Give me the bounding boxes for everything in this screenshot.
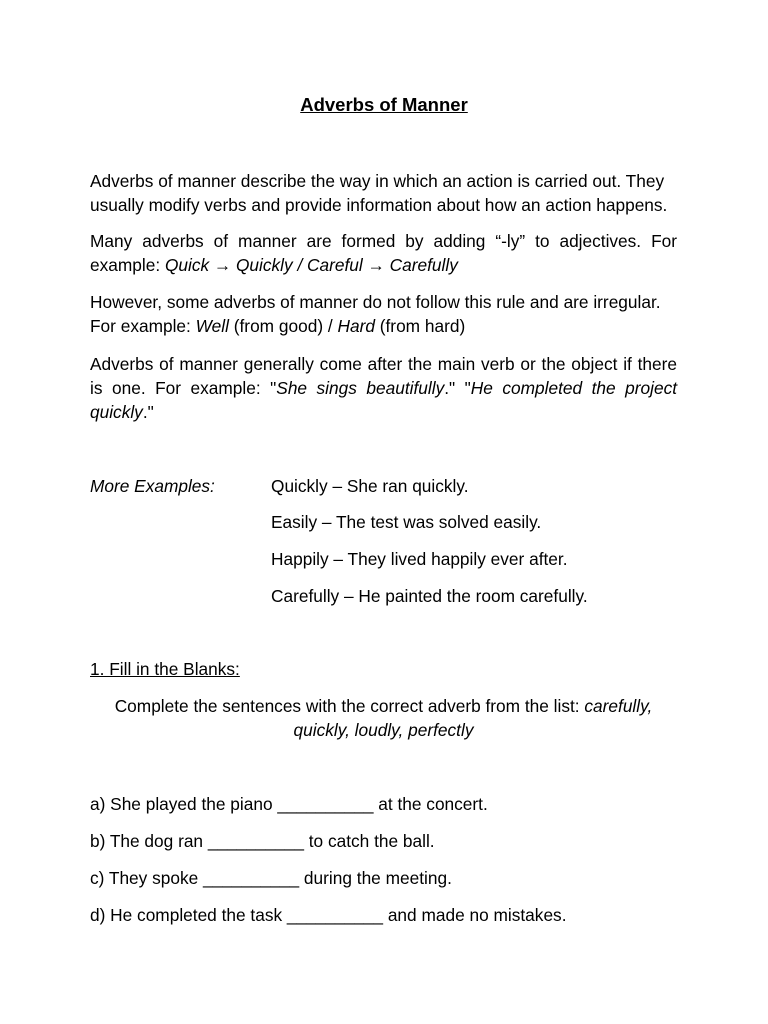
formation-text: Many adverbs of manner are formed by adding “-ly” to adjectives. For example:: [90, 231, 677, 275]
exercise-instruction: [90, 694, 677, 742]
formation-example: Quick → Quickly / Careful → Carefully: [164, 255, 458, 275]
irregular-note-hard: (from hard): [374, 316, 466, 336]
more-examples-label: More Examples:: [90, 476, 215, 496]
irregular-text: However, some adverbs of manner do not follow this rule and are irregular. For example:: [90, 292, 661, 336]
example-item-1: Quickly – She ran quickly.: [271, 476, 469, 496]
exercise-instruction-text: Complete the sentences with the correct adverb from the list:: [114, 696, 585, 716]
position-quote-end: .": [142, 402, 154, 422]
irregular-note-good: (from good) /: [228, 316, 338, 336]
question-c: c) They spoke __________ during the meeting.: [90, 868, 452, 888]
question-d: d) He completed the task __________ and made no mistakes.: [90, 905, 567, 925]
page-title: Adverbs of Manner: [300, 94, 468, 115]
irregular-example-hard: Hard: [337, 316, 375, 336]
position-text: Adverbs of manner generally come after the main verb or the object if there is one. For example: ": [90, 354, 677, 398]
irregular-paragraph: [90, 290, 677, 338]
position-paragraph: [90, 352, 677, 424]
example-item-3: Happily – They lived happily ever after.: [271, 549, 568, 569]
irregular-example-well: Well: [195, 316, 229, 336]
position-quote-mid: ." ": [444, 378, 471, 398]
intro-paragraph: Adverbs of manner describe the way in which an action is carried out. They usually modify verbs and provide information about how an action happens.: [90, 171, 668, 215]
position-example-completed: He completed the project quickly: [90, 378, 678, 422]
exercise-heading: 1. Fill in the Blanks:: [90, 659, 240, 679]
question-b: b) The dog ran __________ to catch the ball.: [90, 831, 435, 851]
example-item-4: Carefully – He painted the room carefully.: [271, 586, 588, 606]
question-a: a) She played the piano __________ at the concert.: [90, 794, 488, 814]
formation-paragraph: [90, 229, 677, 277]
position-example-sings: She sings beautifully: [276, 378, 445, 398]
exercise-word-list: carefully, quickly, loudly, perfectly: [293, 696, 653, 740]
example-item-2: Easily – The test was solved easily.: [271, 512, 542, 532]
